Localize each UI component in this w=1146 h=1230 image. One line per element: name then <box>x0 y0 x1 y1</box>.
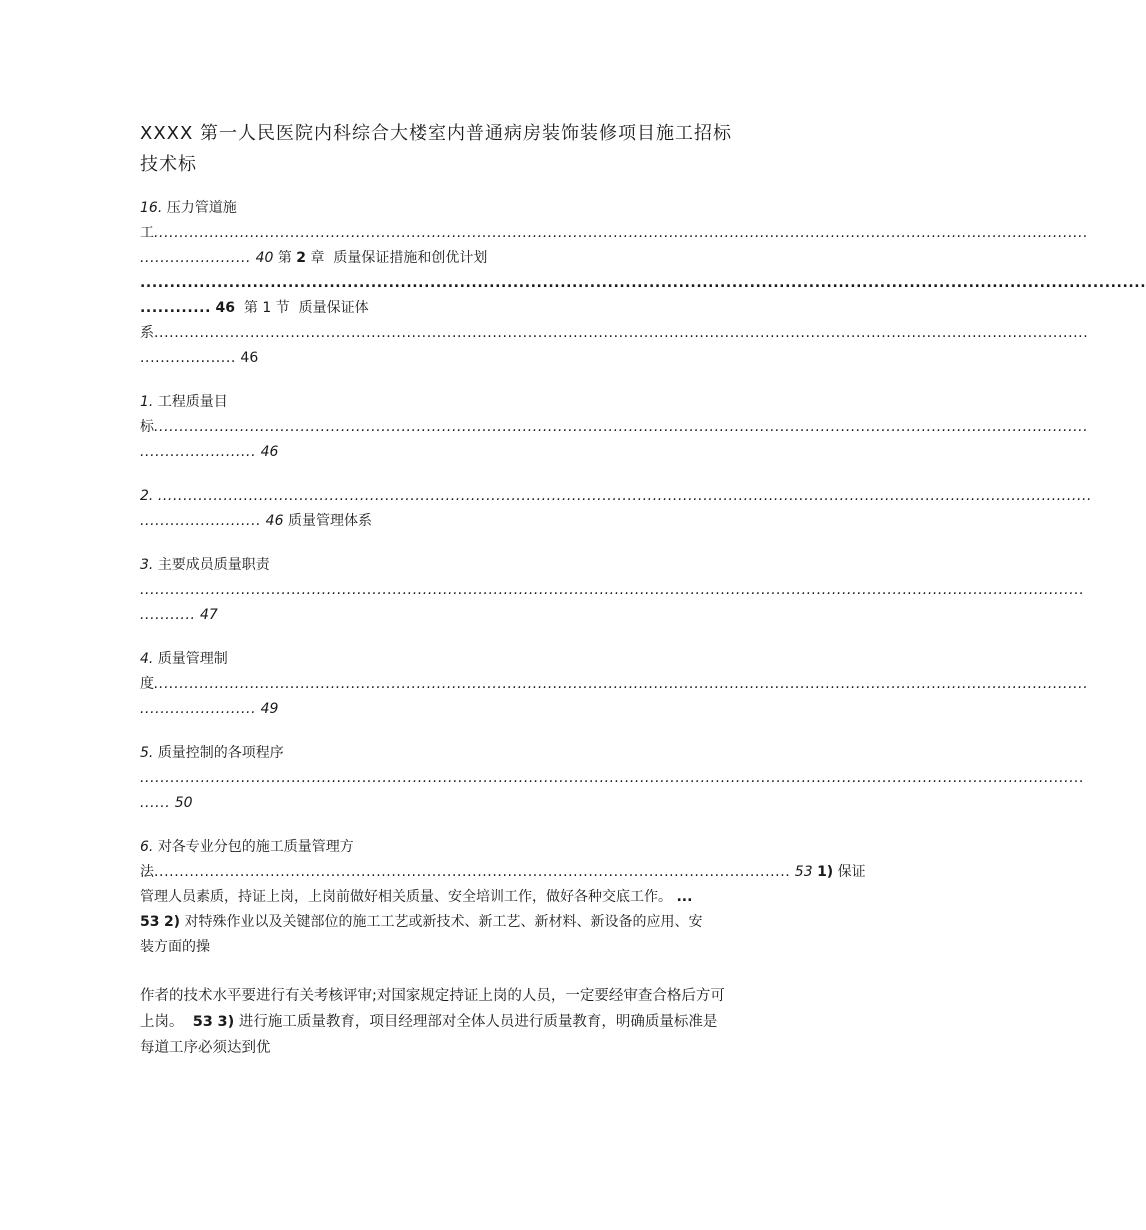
toc-page-number: 46 <box>215 300 235 316</box>
toc-page-number: 53 <box>140 914 160 930</box>
toc-page-number: 53 <box>794 864 813 880</box>
toc-page-line: ........... 47 <box>140 607 218 623</box>
toc-entry-6[interactable]: 6. 对各专业分包的施工质量管理方 <box>140 839 354 855</box>
toc-leader-line: ........................................................................................................................................................................................... <box>140 582 1085 598</box>
table-of-contents <box>140 196 1146 1061</box>
toc-page-line: ........................ 46 质量管理体系 <box>140 513 372 529</box>
toc-page-number: 46 <box>260 444 279 460</box>
toc-leader-line: ........................................................................................................................................................................................... <box>140 770 1085 786</box>
body-paragraph: 作者的技术水平要进行有关考核评审;对国家规定持证上岗的人员，一定要经审查合格后方可 上岗。 53 3) 进行施工质量教育，项目经理部对全体人员进行质量教育，明确质量标准是 每道工序必须达到优 <box>140 988 725 1056</box>
toc-leader-line: 度......................................................................................................................................................................................... <box>140 676 1089 692</box>
toc-page-line: ....................... 46 <box>140 444 279 460</box>
toc-page-number: 40 <box>255 250 274 266</box>
toc-leader-line: 工......................................................................................................................................................................................... <box>140 225 1089 241</box>
toc-item-1-text: 管理人员素质，持证上岗，上岗前做好相关质量、安全培训工作，做好各种交底工作。 ... <box>140 889 693 905</box>
toc-page-line: ....................... 49 <box>140 701 279 717</box>
toc-page-number: 46 <box>265 513 284 529</box>
toc-page-number: 47 <box>200 607 218 623</box>
toc-page-number: 53 <box>192 1014 213 1030</box>
toc-entry-chapter-2[interactable]: ...................... 40 第 2 章 质量保证措施和创优计划 <box>140 250 488 266</box>
toc-page-number: 49 <box>260 701 279 717</box>
toc-leader-line: .......................................................................................................................................................................... <box>140 275 1146 291</box>
toc-entry-3[interactable]: 3. 主要成员质量职责 <box>140 557 270 573</box>
document-title <box>140 118 820 180</box>
toc-page-line: ...... 50 <box>140 795 193 811</box>
toc-page-line: ................... 46 <box>140 350 259 366</box>
title-line-1: XXXX 第一人民医院内科综合大楼室内普通病房装饰装修项目施工招标 <box>140 123 733 144</box>
toc-page-number: 50 <box>174 795 193 811</box>
toc-entry-section-1[interactable]: ............ 46 第 1 节 质量保证体 <box>140 300 369 316</box>
toc-leader-line: 标......................................................................................................................................................................................... <box>140 419 1089 435</box>
toc-leader-line: 系......................................................................................................................................................................................... <box>140 325 1089 341</box>
toc-item-2-text: 53 2) 对特殊作业以及关键部位的施工工艺或新技术、新工艺、新材料、新设备的应用、安 <box>140 914 703 930</box>
toc-item-2-text-cont: 装方面的操 <box>140 939 210 955</box>
toc-entry-4[interactable]: 4. 质量管理制 <box>140 651 228 667</box>
toc-entry-1[interactable]: 1. 工程质量目 <box>140 394 228 410</box>
title-line-2: 技术标 <box>140 154 197 175</box>
toc-entry-2[interactable]: 2. ......................................................................................................................................................................................... <box>140 488 1093 504</box>
toc-page-number: 46 <box>240 350 259 366</box>
toc-entry-5[interactable]: 5. 质量控制的各项程序 <box>140 745 284 761</box>
toc-leader-line: 法.............................................................................................................................. 53 1) 保证 <box>140 864 866 880</box>
toc-heading-16: 16. 压力管道施 <box>140 200 237 216</box>
